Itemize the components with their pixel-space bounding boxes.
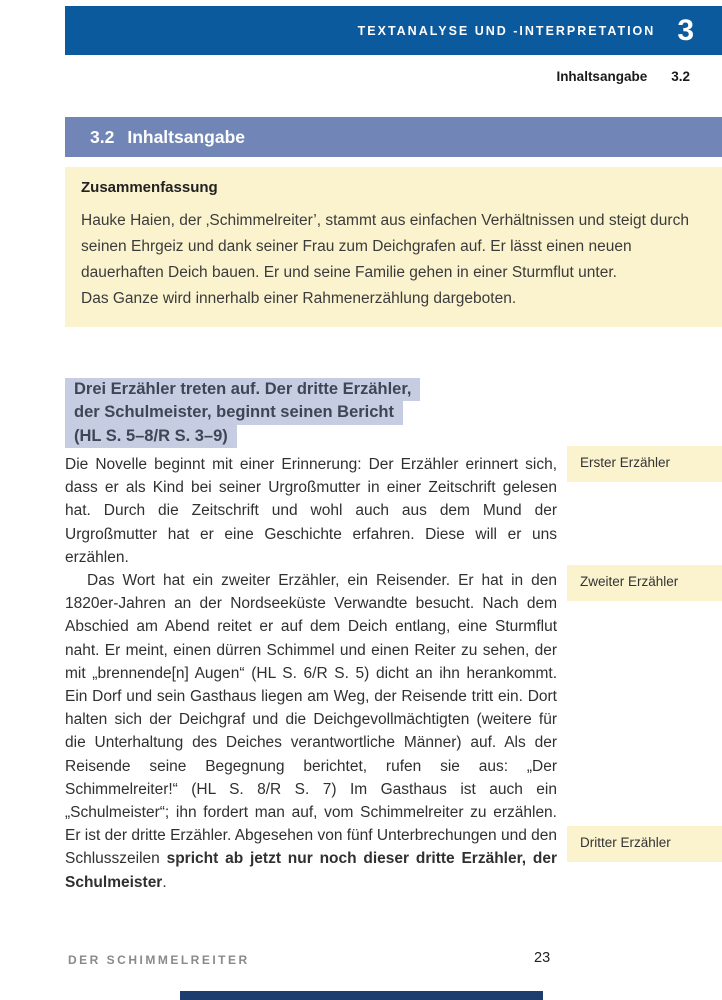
body-paragraph-2-bold: spricht ab jetzt nur noch dieser dritte Erzähler, der Schulmeister <box>65 850 558 891</box>
breadcrumb-label: Inhaltsangabe <box>556 69 648 84</box>
body-paragraph-2-regular: Das Wort hat ein zweiter Erzähler, ein Reisender. Er hat in den 1820er-Jahren an der Nordseeküste Verwandte besucht. Nach dem Abschied am Abend reitet er auf dem Deich entlang, eine Sturmflut naht. Er meint, einen dürren Schimmel und einen Reiter zu sehen, der mit „brennende[n] Augen“ (HL S. 6/R S. 5) dicht an ihn herankommt. Ein Dorf und sein Gasthaus liegen am Weg, der Reisende tritt ein. Dort halten sich der Deichgraf und die Deichgevollmächtigten (weitere für die Unterhaltung des Deiches verantwortliche Männer) auf. Als der Reisende seine Begegnung berichtet, rufen sie aus: „Der Schimmelreiter!“ (HL S. 8/R S. 7) Im Gasthaus ist auch ein „Schulmeister“; ihn fordert man auf, vom Schimmelreiter zu erzählen. Er ist der dritte Erzähler. Abgesehen von fünf Unterbrechungen und den Schlusszeilen <box>65 572 558 868</box>
breadcrumb <box>556 69 690 84</box>
chapter-number: 3 <box>677 13 694 47</box>
footer-page-number: 23 <box>534 950 551 966</box>
bottom-decorative-bar <box>180 991 543 1000</box>
section-header <box>65 117 722 157</box>
margin-note-second-narrator: Zweiter Erzähler <box>567 565 722 601</box>
breadcrumb-number: 3.2 <box>671 69 690 84</box>
chapter-header-title: TEXTANALYSE UND -INTERPRETATION <box>357 23 656 38</box>
summary-box <box>65 167 722 327</box>
margin-note-third-narrator: Dritter Erzähler <box>567 826 722 862</box>
body-paragraph-2-end: . <box>162 873 167 891</box>
highlighted-subheading <box>65 378 420 448</box>
chapter-header-bar <box>65 6 722 55</box>
summary-text <box>81 208 706 312</box>
margin-note-first-narrator: Erster Erzähler <box>567 446 722 482</box>
summary-heading: Zusammenfassung <box>81 179 218 196</box>
body-text <box>65 453 557 894</box>
summary-paragraph: Hauke Haien, der ‚Schimmelreiter’, stammt aus einfachen Verhältnissen und steigt durch seinen Ehrgeiz und dank seiner Frau zum Deichgrafen auf. Er lässt einen neuen dauerhaften Deich bauen. Er und seine Familie gehen in einer Sturmflut unter. <box>81 212 689 281</box>
section-title: Inhaltsangabe <box>127 126 245 147</box>
footer-book-title: DER SCHIMMELREITER <box>68 953 250 967</box>
summary-paragraph: Das Ganze wird innerhalb einer Rahmenerzählung dargeboten. <box>81 290 517 307</box>
body-paragraph-2 <box>65 569 557 894</box>
body-paragraph-1: Die Novelle beginnt mit einer Erinnerung: Der Erzähler erinnert sich, dass er als Kind bei seiner Urgroßmutter in einer Zeitschrift gelesen hat. Durch die Zeitschrift und wohl auch aus dem Mund der Urgroßmutter hat er eine Geschichte erfahren. Diese will er uns erzählen. <box>65 456 557 566</box>
section-number: 3.2 <box>90 126 115 147</box>
subheading-line: der Schulmeister, beginnt seinen Bericht <box>65 401 403 424</box>
subheading-line: (HL S. 5–8/R S. 3–9) <box>65 425 237 448</box>
subheading-line: Drei Erzähler treten auf. Der dritte Erzähler, <box>65 378 420 401</box>
